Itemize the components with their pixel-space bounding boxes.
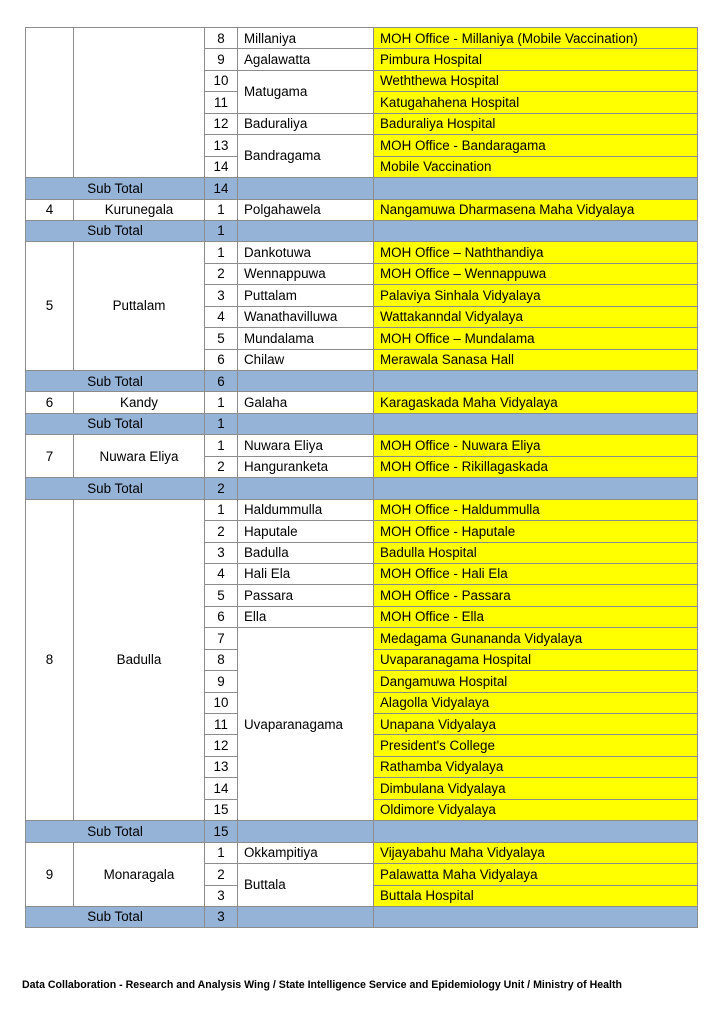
serial-number: 2: [205, 263, 238, 284]
vaccination-site: Vijayabahu Maha Vidyalaya: [374, 842, 698, 863]
serial-number: 9: [205, 49, 238, 70]
district-number: 7: [26, 435, 74, 478]
moh-area: Uvaparanagama: [238, 628, 374, 821]
vaccination-site: MOH Office – Mundalama: [374, 328, 698, 349]
subtotal-row: [26, 821, 698, 842]
subtotal-count: 6: [205, 371, 238, 392]
serial-number: 3: [205, 885, 238, 906]
district-number: 5: [26, 242, 74, 371]
moh-area: Wanathavilluwa: [238, 306, 374, 327]
vaccination-site: President's College: [374, 735, 698, 756]
subtotal-row: [26, 371, 698, 392]
vaccination-site: Palawatta Maha Vidyalaya: [374, 864, 698, 885]
moh-area: Buttala: [238, 864, 374, 907]
district-number: 8: [26, 499, 74, 821]
subtotal-label: Sub Total: [26, 178, 205, 199]
serial-number: 8: [205, 28, 238, 49]
table-row: [26, 28, 698, 49]
serial-number: 3: [205, 542, 238, 563]
subtotal-blank: [238, 371, 374, 392]
serial-number: 3: [205, 285, 238, 306]
serial-number: 14: [205, 156, 238, 177]
table-row: [26, 392, 698, 413]
moh-area: Haldummulla: [238, 499, 374, 520]
subtotal-blank: [374, 821, 698, 842]
subtotal-row: [26, 178, 698, 199]
vaccination-site: MOH Office - Millaniya (Mobile Vaccination): [374, 28, 698, 49]
subtotal-label: Sub Total: [26, 821, 205, 842]
subtotal-blank: [238, 478, 374, 499]
vaccination-site: Rathamba Vidyalaya: [374, 756, 698, 777]
moh-area: Galaha: [238, 392, 374, 413]
serial-number: 13: [205, 756, 238, 777]
serial-number: 7: [205, 628, 238, 649]
vaccination-site: Merawala Sanasa Hall: [374, 349, 698, 370]
subtotal-blank: [374, 413, 698, 434]
moh-area: Bandragama: [238, 135, 374, 178]
district-name: [74, 28, 205, 178]
serial-number: 12: [205, 113, 238, 134]
table-row: [26, 435, 698, 456]
subtotal-row: [26, 413, 698, 434]
moh-area: Ella: [238, 606, 374, 627]
serial-number: 10: [205, 70, 238, 91]
vaccination-site: MOH Office - Passara: [374, 585, 698, 606]
vaccination-site: Dangamuwa Hospital: [374, 671, 698, 692]
subtotal-blank: [374, 906, 698, 927]
vaccination-site: Badulla Hospital: [374, 542, 698, 563]
moh-area: Passara: [238, 585, 374, 606]
subtotal-count: 15: [205, 821, 238, 842]
vaccination-site: MOH Office - Nuwara Eliya: [374, 435, 698, 456]
vaccination-site: Unapana Vidyalaya: [374, 714, 698, 735]
table-row: [26, 499, 698, 520]
moh-area: Matugama: [238, 70, 374, 113]
moh-area: Millaniya: [238, 28, 374, 49]
serial-number: 1: [205, 242, 238, 263]
serial-number: 13: [205, 135, 238, 156]
serial-number: 4: [205, 563, 238, 584]
subtotal-blank: [374, 478, 698, 499]
vaccination-site: Baduraliya Hospital: [374, 113, 698, 134]
vaccination-site: Buttala Hospital: [374, 885, 698, 906]
district-number: 6: [26, 392, 74, 413]
moh-area: Okkampitiya: [238, 842, 374, 863]
serial-number: 1: [205, 392, 238, 413]
serial-number: 8: [205, 649, 238, 670]
subtotal-label: Sub Total: [26, 906, 205, 927]
vaccination-site: Karagaskada Maha Vidyalaya: [374, 392, 698, 413]
subtotal-row: [26, 906, 698, 927]
serial-number: 2: [205, 521, 238, 542]
serial-number: 4: [205, 306, 238, 327]
serial-number: 11: [205, 92, 238, 113]
subtotal-count: 14: [205, 178, 238, 199]
serial-number: 9: [205, 671, 238, 692]
vaccination-site: Mobile Vaccination: [374, 156, 698, 177]
district-number: 4: [26, 199, 74, 220]
district-name: Kandy: [74, 392, 205, 413]
subtotal-blank: [238, 178, 374, 199]
subtotal-blank: [238, 821, 374, 842]
vaccination-site: Dimbulana Vidyalaya: [374, 778, 698, 799]
moh-area: Badulla: [238, 542, 374, 563]
subtotal-blank: [374, 371, 698, 392]
serial-number: 10: [205, 692, 238, 713]
subtotal-blank: [374, 178, 698, 199]
serial-number: 12: [205, 735, 238, 756]
table-row: [26, 242, 698, 263]
vaccination-site: Nangamuwa Dharmasena Maha Vidyalaya: [374, 199, 698, 220]
subtotal-row: [26, 478, 698, 499]
vaccination-site: Medagama Gunananda Vidyalaya: [374, 628, 698, 649]
district-name: Kurunegala: [74, 199, 205, 220]
serial-number: 6: [205, 349, 238, 370]
subtotal-row: [26, 220, 698, 241]
vaccination-site: Pimbura Hospital: [374, 49, 698, 70]
moh-area: Nuwara Eliya: [238, 435, 374, 456]
serial-number: 5: [205, 585, 238, 606]
vaccination-site: MOH Office - Ella: [374, 606, 698, 627]
vaccination-site: Wattakanndal Vidyalaya: [374, 306, 698, 327]
moh-area: Haputale: [238, 521, 374, 542]
serial-number: 1: [205, 435, 238, 456]
vaccination-site: Uvaparanagama Hospital: [374, 649, 698, 670]
subtotal-count: 2: [205, 478, 238, 499]
moh-area: Hali Ela: [238, 563, 374, 584]
district-number: [26, 28, 74, 178]
vaccination-site: Alagolla Vidyalaya: [374, 692, 698, 713]
moh-area: Chilaw: [238, 349, 374, 370]
district-name: Puttalam: [74, 242, 205, 371]
subtotal-blank: [238, 906, 374, 927]
subtotal-count: 1: [205, 413, 238, 434]
serial-number: 2: [205, 864, 238, 885]
moh-area: Agalawatta: [238, 49, 374, 70]
moh-area: Dankotuwa: [238, 242, 374, 263]
moh-area: Wennappuwa: [238, 263, 374, 284]
serial-number: 6: [205, 606, 238, 627]
vaccination-site: MOH Office - Bandaragama: [374, 135, 698, 156]
table-row: [26, 199, 698, 220]
serial-number: 11: [205, 714, 238, 735]
vaccination-site: MOH Office - Haputale: [374, 521, 698, 542]
moh-area: Polgahawela: [238, 199, 374, 220]
vaccination-site: Palaviya Sinhala Vidyalaya: [374, 285, 698, 306]
subtotal-label: Sub Total: [26, 478, 205, 499]
serial-number: 15: [205, 799, 238, 820]
moh-area: Mundalama: [238, 328, 374, 349]
vaccination-site: MOH Office - Rikillagaskada: [374, 456, 698, 477]
moh-area: Hanguranketa: [238, 456, 374, 477]
serial-number: 1: [205, 499, 238, 520]
serial-number: 1: [205, 842, 238, 863]
vaccination-centres-table: [25, 27, 698, 928]
moh-area: Puttalam: [238, 285, 374, 306]
serial-number: 1: [205, 199, 238, 220]
table-row: [26, 842, 698, 863]
subtotal-count: 3: [205, 906, 238, 927]
vaccination-site: MOH Office - Haldummulla: [374, 499, 698, 520]
district-name: Badulla: [74, 499, 205, 821]
table-body: [26, 28, 698, 928]
vaccination-site: Oldimore Vidyalaya: [374, 799, 698, 820]
serial-number: 14: [205, 778, 238, 799]
subtotal-label: Sub Total: [26, 220, 205, 241]
vaccination-site: Weththewa Hospital: [374, 70, 698, 91]
subtotal-blank: [238, 220, 374, 241]
vaccination-site: Katugahahena Hospital: [374, 92, 698, 113]
district-number: 9: [26, 842, 74, 906]
serial-number: 5: [205, 328, 238, 349]
subtotal-label: Sub Total: [26, 371, 205, 392]
subtotal-blank: [238, 413, 374, 434]
moh-area: Baduraliya: [238, 113, 374, 134]
subtotal-count: 1: [205, 220, 238, 241]
vaccination-site: MOH Office - Hali Ela: [374, 563, 698, 584]
vaccination-site: MOH Office – Wennappuwa: [374, 263, 698, 284]
district-name: Nuwara Eliya: [74, 435, 205, 478]
serial-number: 2: [205, 456, 238, 477]
subtotal-blank: [374, 220, 698, 241]
vaccination-site: MOH Office – Naththandiya: [374, 242, 698, 263]
subtotal-label: Sub Total: [26, 413, 205, 434]
district-name: Monaragala: [74, 842, 205, 906]
footer-credit: Data Collaboration - Research and Analysis Wing / State Intelligence Service and Epidemiology Unit / Ministry of Health: [22, 979, 622, 991]
